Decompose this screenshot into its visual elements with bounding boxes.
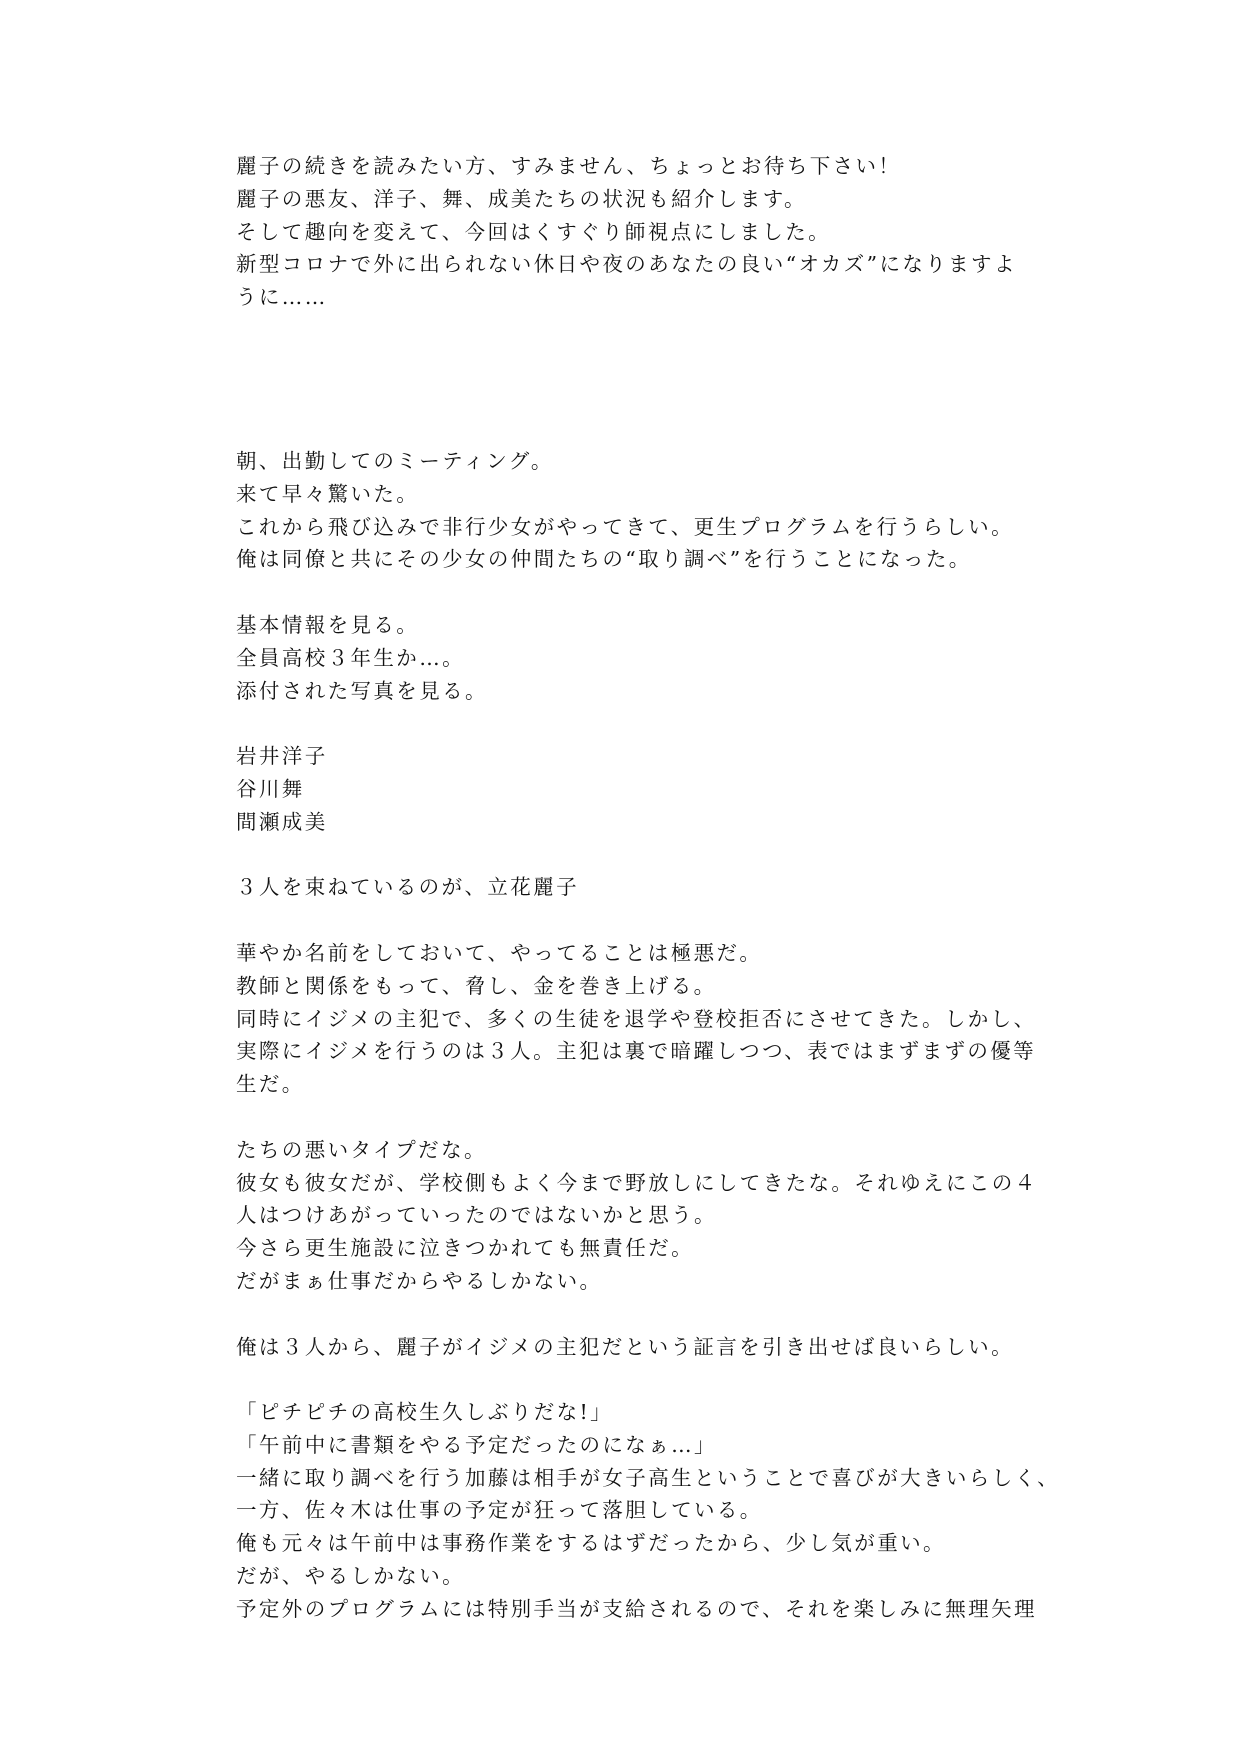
text-line: 俺も元々は午前中は事務作業をするはずだったから、少し気が重い。 <box>236 1531 946 1556</box>
text-line: 俺は同僚と共にその少女の仲間たちの“取り調べ”を行うことになった。 <box>236 547 972 572</box>
paragraph-morning-meeting <box>236 445 1036 576</box>
text-line: 同時にイジメの主犯で、多くの生徒を退学や登校拒否にさせてきた。しかし、 <box>236 1006 1037 1031</box>
paragraph-spacer <box>236 839 1036 872</box>
text-line: 来て早々驚いた。 <box>236 481 420 506</box>
text-line: 「午前中に書類をやる予定だったのになぁ…」 <box>236 1432 717 1457</box>
name-list <box>236 740 1036 838</box>
text-line: 予定外のプログラムには特別手当が支給されるので、それを楽しみに無理矢理 <box>236 1596 1037 1621</box>
paragraph-spacer <box>236 904 1036 937</box>
paragraph-colleagues <box>236 1396 1060 1626</box>
text-line: 人はつけあがっていったのではないかと思う。 <box>236 1203 717 1228</box>
text-line: 朝、出勤してのミーティング。 <box>236 448 554 473</box>
text-line: 麗子の続きを読みたい方、すみません、ちょっとお待ち下さい！ <box>236 154 902 178</box>
text-line: そして趣向を変えて、今回はくすぐり師視点にしました。 <box>236 219 831 244</box>
text-line: だが、やるしかない。 <box>236 1564 465 1589</box>
text-line: 彼女も彼女だが、学校側もよく今まで野放しにしてきたな。それゆえにこの４ <box>236 1170 1038 1195</box>
paragraph-spacer <box>236 1101 1036 1134</box>
text-line: 添付された写真を見る。 <box>236 678 488 703</box>
text-line: 一方、佐々木は仕事の予定が狂って落胆している。 <box>236 1498 763 1523</box>
text-line: 実際にイジメを行うのは３人。主犯は裏で暗躍しつつ、表ではまずまずの優等 <box>236 1039 1037 1064</box>
paragraph-spacer <box>236 576 1036 609</box>
intro-paragraph <box>236 150 1036 314</box>
text-line: 基本情報を見る。 <box>236 612 420 637</box>
text-line: 今さら更生施設に泣きつかれても無責任だ。 <box>236 1236 694 1261</box>
text-line: たちの悪いタイプだな。 <box>236 1137 487 1162</box>
text-line: 麗子の悪友、洋子、舞、成美たちの状況も紹介します。 <box>236 186 807 211</box>
paragraph-opinion <box>236 1134 1036 1298</box>
section-spacer <box>236 314 1036 445</box>
name-item: 岩井洋子 <box>236 744 328 769</box>
paragraph-basic-info <box>236 609 1036 707</box>
paragraph-task <box>236 1331 1036 1364</box>
text-line: うに…… <box>236 285 328 310</box>
name-item: 間瀬成美 <box>236 809 328 834</box>
name-item: 谷川舞 <box>236 776 305 801</box>
text-line: 「ピチピチの高校生久しぶりだな!」 <box>236 1400 614 1425</box>
text-line: 新型コロナで外に出られない休日や夜のあなたの良い“オカズ”になりますよ <box>236 252 1017 277</box>
text-line: 俺は３人から、麗子がイジメの主犯だという証言を引き出せば良いらしい。 <box>236 1334 1014 1359</box>
paragraph-leader <box>236 871 1036 904</box>
text-line: 全員高校３年生か…。 <box>236 645 465 670</box>
paragraph-spacer <box>236 1298 1036 1331</box>
text-line: 華やか名前をしておいて、やってることは極悪だ。 <box>236 940 763 965</box>
text-line: これから飛び込みで非行少女がやってきて、更生プログラムを行うらしい。 <box>236 514 1014 539</box>
text-line: だがまぁ仕事だからやるしかない。 <box>236 1268 603 1293</box>
text-line: 生だ。 <box>236 1072 305 1097</box>
paragraph-spacer <box>236 707 1036 740</box>
text-line: ３人を束ねているのが、立花麗子 <box>236 875 579 900</box>
text-line: 一緒に取り調べを行う加藤は相手が女子高生ということで喜びが大きいらしく、 <box>236 1465 1060 1490</box>
text-line: 教師と関係をもって、脅し、金を巻き上げる。 <box>236 973 717 998</box>
paragraph-spacer <box>236 1363 1036 1396</box>
body-text <box>236 150 1060 1626</box>
paragraph-description <box>236 937 1036 1101</box>
